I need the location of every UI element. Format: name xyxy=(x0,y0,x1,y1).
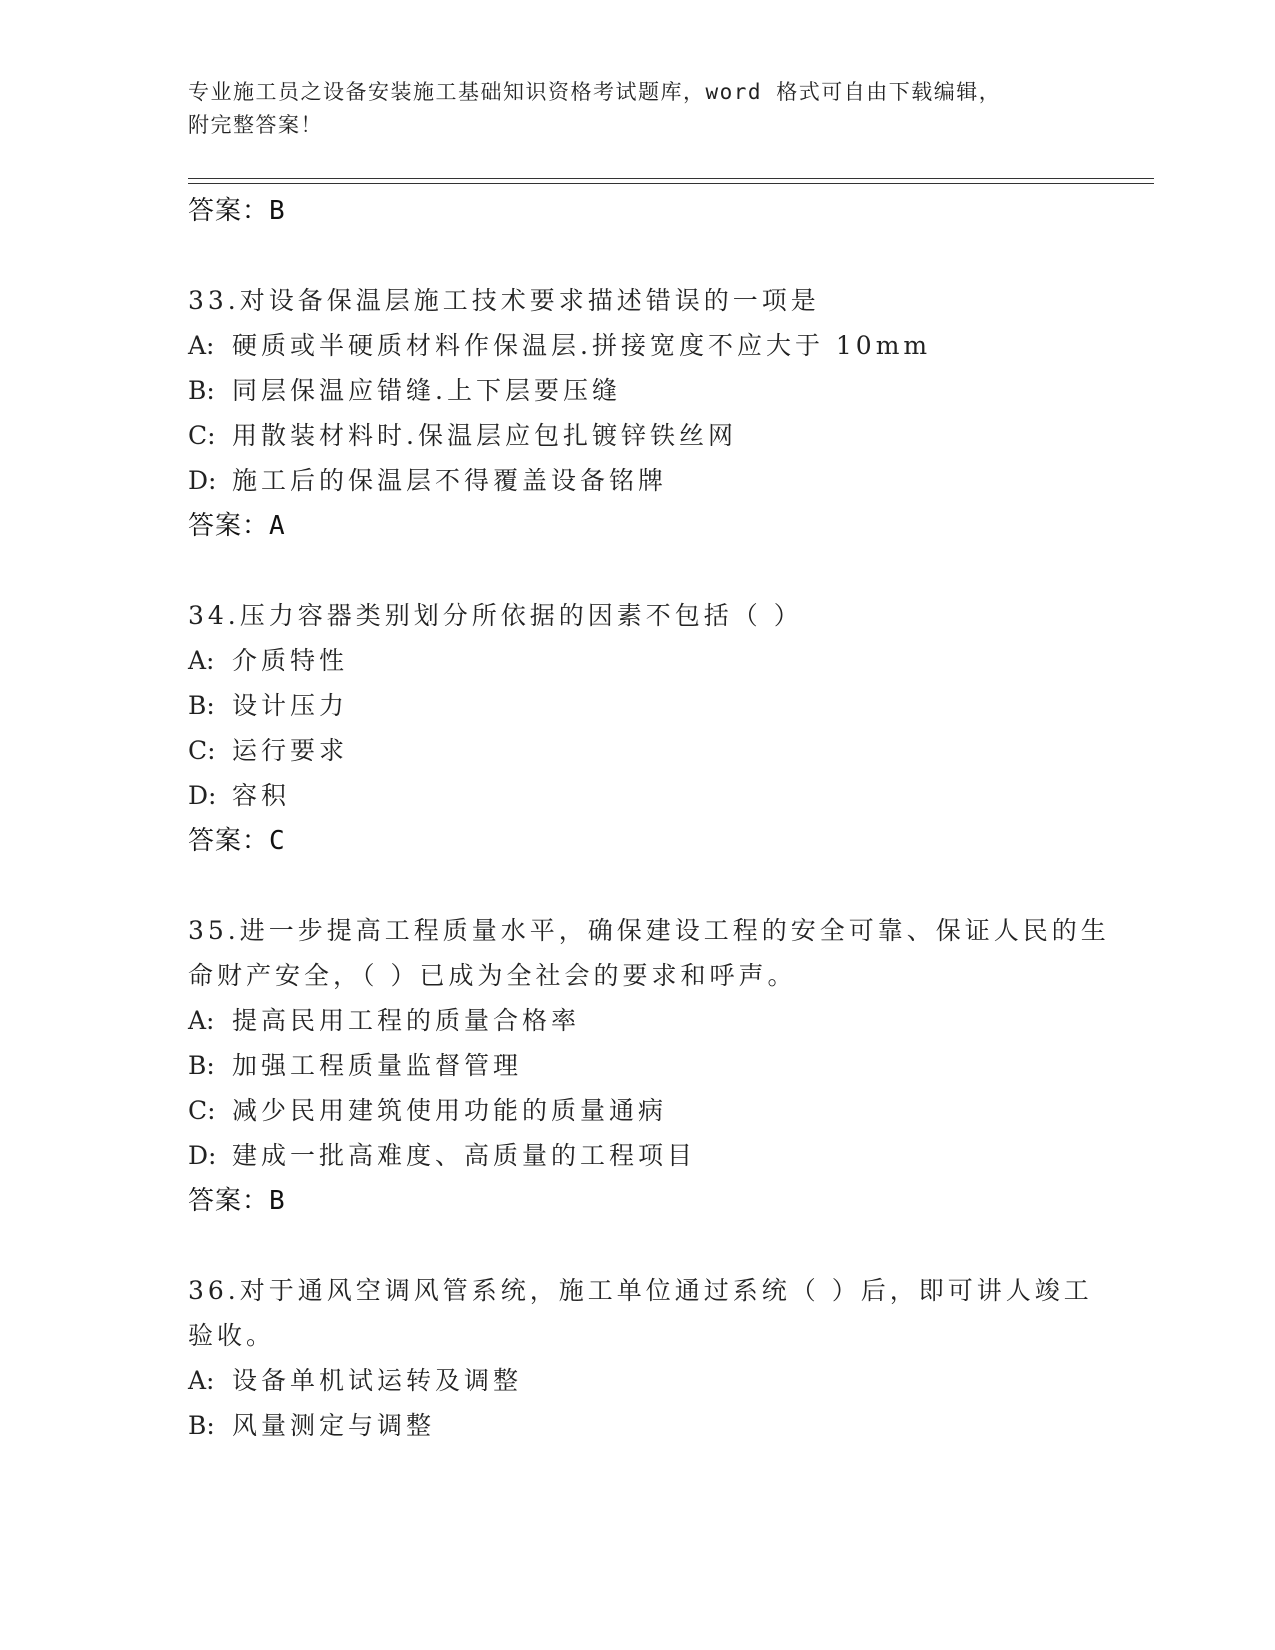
answer-label: 答案：C xyxy=(188,826,286,856)
answer-label: 答案：B xyxy=(188,1186,286,1216)
option-letter: C: xyxy=(188,1096,216,1125)
option-letter: C: xyxy=(188,421,216,450)
option-letter: B: xyxy=(188,1411,215,1440)
option-text: 施工后的保温层不得覆盖设备铭牌 xyxy=(232,466,668,495)
option-text: 容积 xyxy=(232,781,291,810)
option-letter: B: xyxy=(188,1051,215,1080)
option-letter: B: xyxy=(188,376,215,405)
question-stem: 33.对设备保温层施工技术要求描述错误的一项是 xyxy=(188,286,820,315)
question-35 xyxy=(188,908,1118,1224)
answer-label: 答案：A xyxy=(188,511,286,541)
question-36 xyxy=(188,1268,1118,1448)
option-text: 提高民用工程的质量合格率 xyxy=(232,1006,581,1035)
question-33 xyxy=(188,278,1118,549)
option-c xyxy=(188,1088,1118,1133)
option-letter: B: xyxy=(188,691,215,720)
option-c xyxy=(188,413,1118,458)
option-text: 减少民用建筑使用功能的质量通病 xyxy=(232,1096,668,1125)
option-letter: D: xyxy=(188,1141,217,1170)
option-d xyxy=(188,1133,1118,1178)
option-letter: D: xyxy=(188,781,217,810)
option-letter: A: xyxy=(188,646,215,675)
option-letter: D: xyxy=(188,466,217,495)
option-text: 加强工程质量监督管理 xyxy=(232,1051,523,1080)
option-letter: C: xyxy=(188,736,216,765)
option-text: 运行要求 xyxy=(232,736,349,765)
option-text: 建成一批高难度、高质量的工程项目 xyxy=(232,1141,697,1170)
header-line-1: 专业施工员之设备安装施工基础知识资格考试题库，word 格式可自由下载编辑， xyxy=(188,80,1002,104)
option-b xyxy=(188,368,1118,413)
question-stem: 36.对于通风空调风管系统，施工单位通过系统（ ）后，即可讲人竣工验收。 xyxy=(188,1276,1093,1350)
option-text: 介质特性 xyxy=(232,646,349,675)
answer-label: 答案：B xyxy=(188,196,286,226)
option-c xyxy=(188,728,1118,773)
option-a xyxy=(188,1358,1118,1403)
option-text: 用散装材料时.保温层应包扎镀锌铁丝网 xyxy=(232,421,737,450)
option-a xyxy=(188,323,1118,368)
option-text: 设计压力 xyxy=(232,691,349,720)
option-b xyxy=(188,1403,1118,1448)
option-a xyxy=(188,998,1118,1043)
option-d xyxy=(188,458,1118,503)
question-list xyxy=(188,188,1118,1448)
header-divider xyxy=(188,178,1154,184)
option-letter: A: xyxy=(188,331,215,360)
question-34 xyxy=(188,593,1118,864)
option-text: 硬质或半硬质材料作保温层.拼接宽度不应大于 10mm xyxy=(232,331,932,360)
option-text: 同层保温应错缝.上下层要压缝 xyxy=(232,376,621,405)
question-stem: 35.进一步提高工程质量水平，确保建设工程的安全可靠、保证人民的生命财产安全，（ ）已成为全社会的要求和呼声。 xyxy=(188,916,1110,990)
option-b xyxy=(188,683,1118,728)
option-a xyxy=(188,638,1118,683)
header-line-2: 附完整答案！ xyxy=(188,113,323,137)
option-b xyxy=(188,1043,1118,1088)
option-letter: A: xyxy=(188,1006,215,1035)
question-stem: 34.压力容器类别划分所依据的因素不包括（ ） xyxy=(188,601,803,630)
page-header xyxy=(188,76,1068,142)
option-d xyxy=(188,773,1118,818)
option-text: 风量测定与调整 xyxy=(232,1411,436,1440)
option-letter: A: xyxy=(188,1366,215,1395)
option-text: 设备单机试运转及调整 xyxy=(232,1366,523,1395)
